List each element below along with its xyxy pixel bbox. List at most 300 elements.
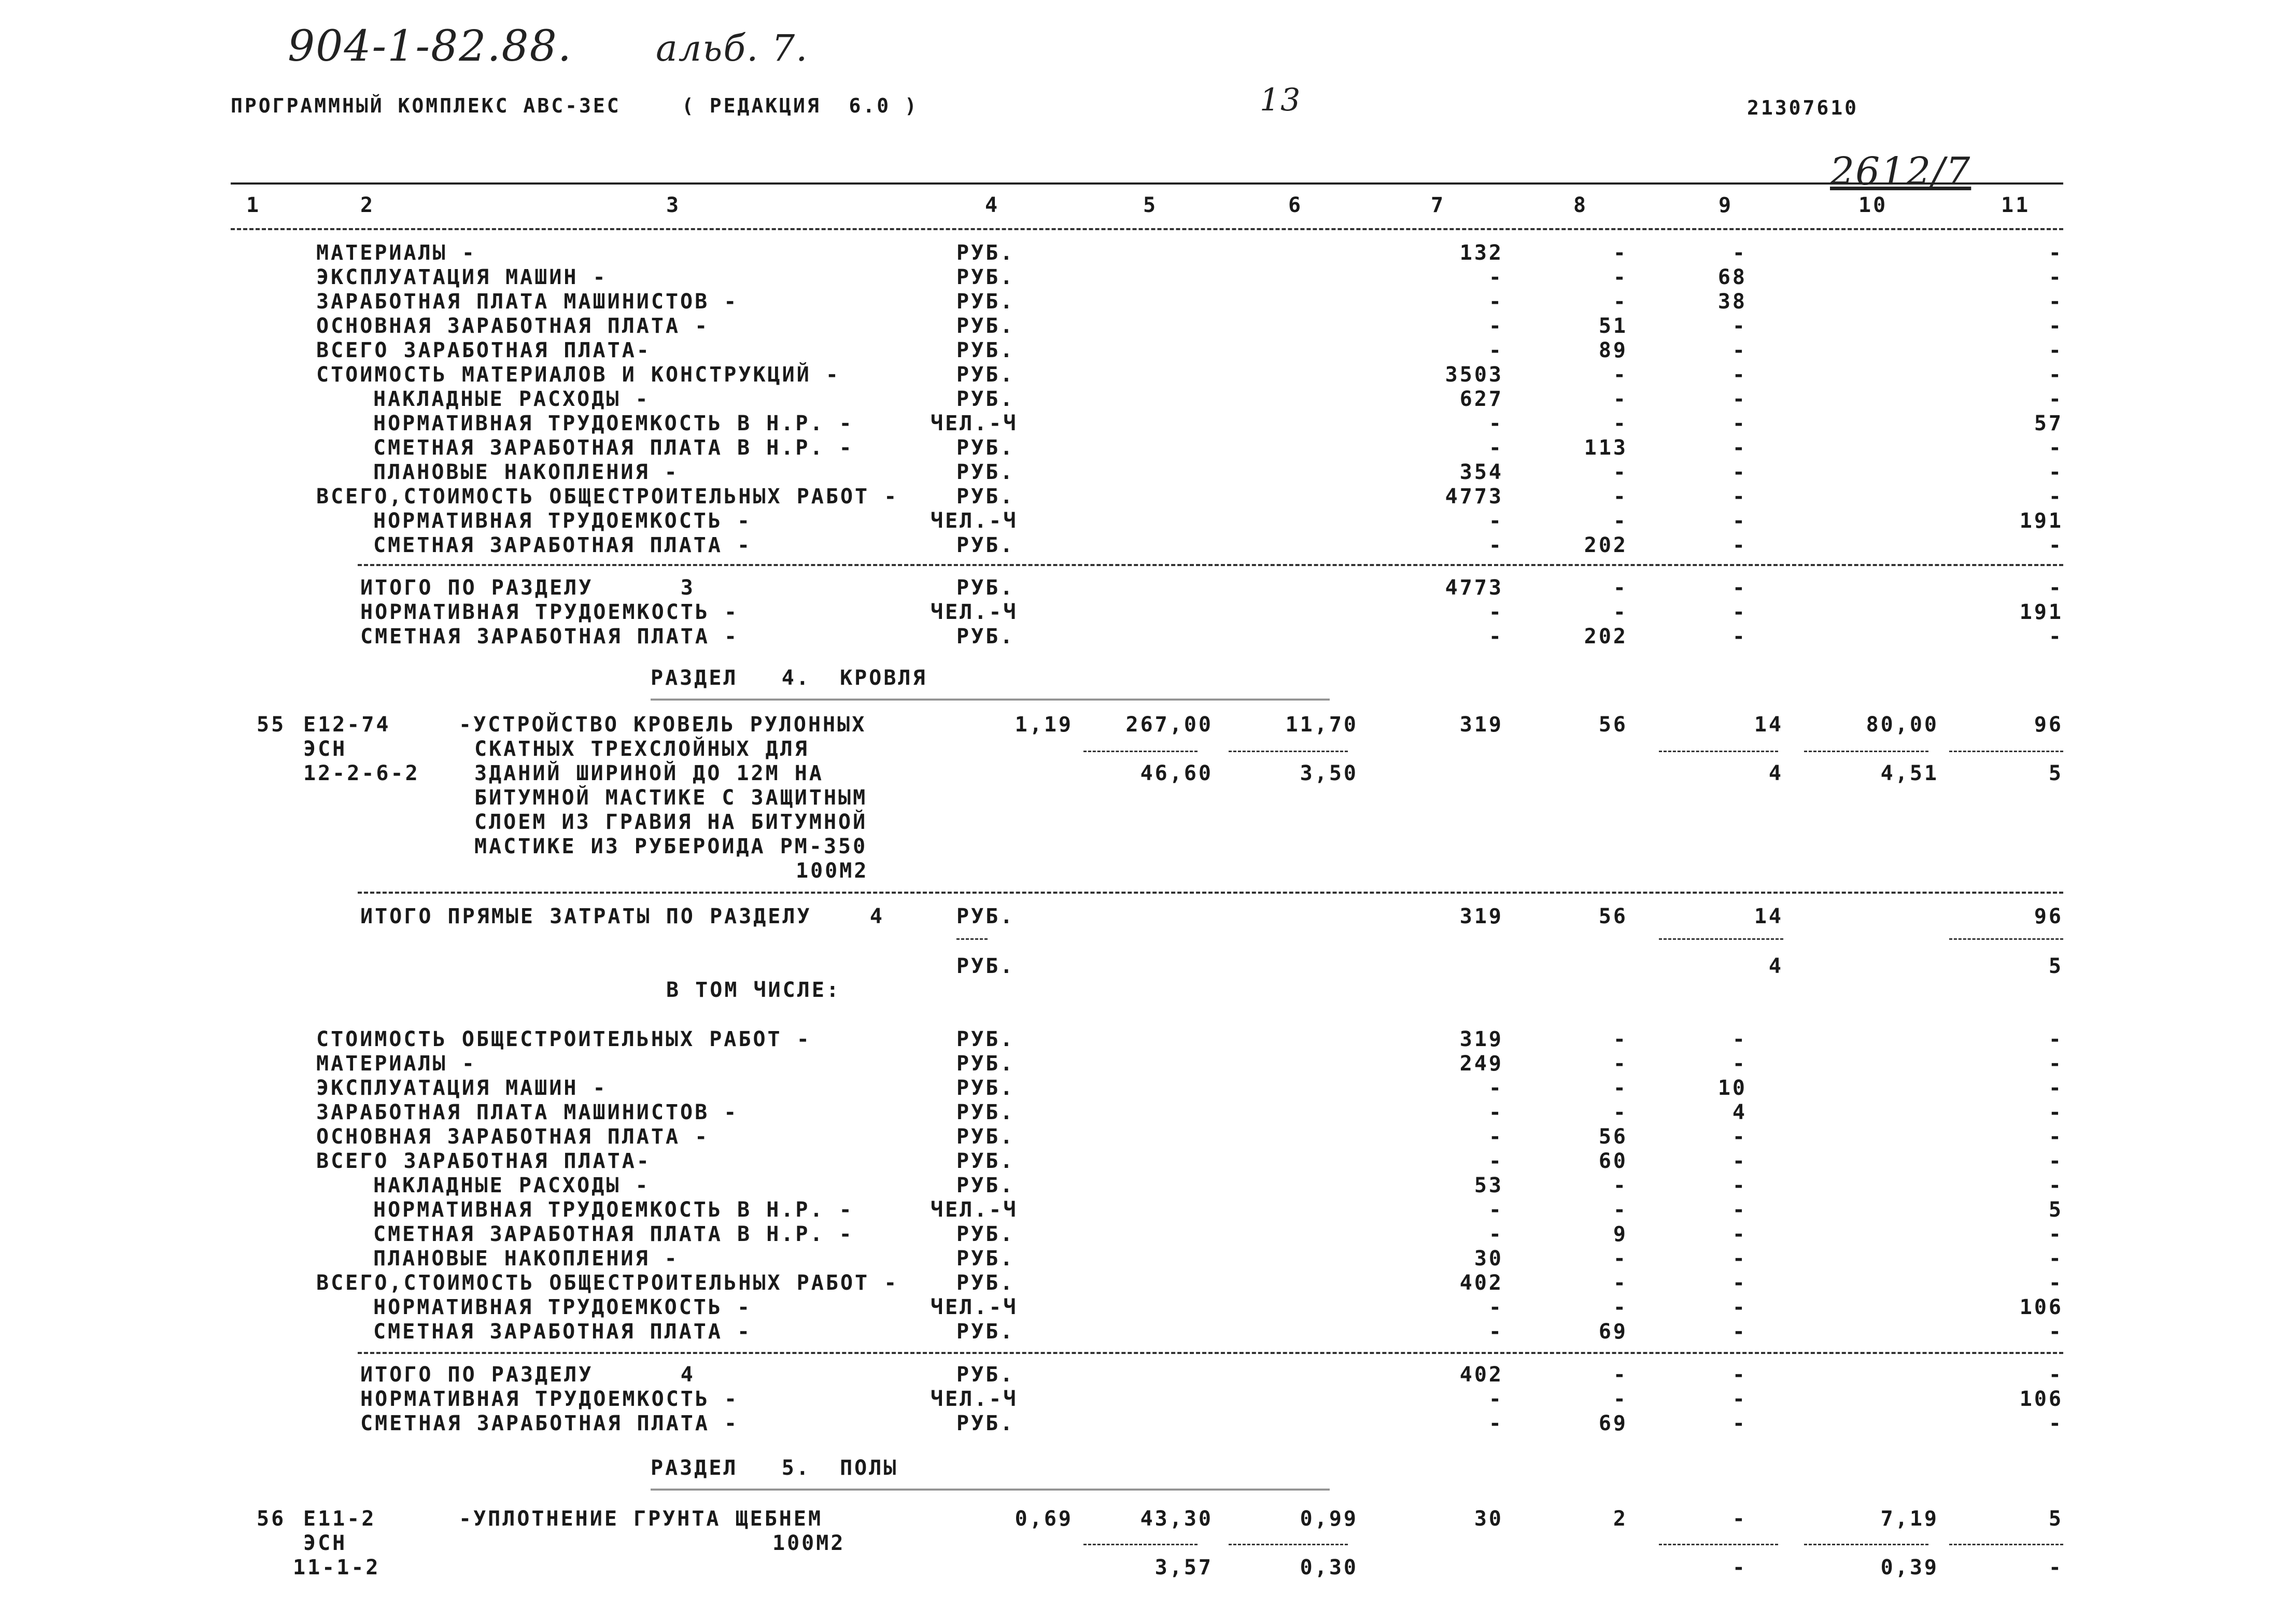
summary-label: ЭКСПЛУАТАЦИЯ МАШИН -: [316, 265, 608, 289]
summary-wage: -: [1613, 1052, 1628, 1076]
section4-title: РАЗДЕЛ 4. КРОВЛЯ: [651, 666, 927, 690]
item-unit-machine: 11,70: [1285, 713, 1358, 737]
summary-machine: -: [1732, 1271, 1747, 1295]
summary-wage: -: [1613, 1027, 1628, 1051]
summary-machine: -: [1732, 363, 1747, 387]
summary-row: [0, 266, 2296, 290]
item-unit-machinist: 3,50: [1300, 761, 1358, 785]
program-title: ПРОГРАММНЫЙ КОМПЛЕКС АВС-ЗЕС: [231, 94, 621, 117]
summary-row: [0, 388, 2296, 412]
summary-label: ВСЕГО ЗАРАБОТНАЯ ПЛАТА-: [316, 1149, 651, 1173]
summary-machine: -: [1732, 1363, 1747, 1387]
direct-split-rule: [1659, 938, 1783, 940]
summary-unit: РУБ.: [956, 1149, 1015, 1173]
summary-machine: -: [1732, 387, 1747, 411]
direct-total-c9: 14: [1754, 905, 1783, 928]
summary-machine: -: [1732, 1387, 1747, 1411]
summary-row: [0, 339, 2296, 363]
summary-machine: 10: [1717, 1076, 1747, 1100]
summary-unit: РУБ.: [956, 1222, 1015, 1246]
item-desc-line: -УПЛОТНЕНИЕ ГРУНТА ЩЕБНЕМ: [459, 1507, 823, 1531]
col-header-5: 5: [1143, 193, 1158, 217]
item-split-rule: [1804, 751, 1928, 752]
summary-row: [0, 1174, 2296, 1198]
summary-labor: -: [2048, 1076, 2063, 1100]
col-header-2: 2: [360, 193, 375, 217]
direct-total-c8: 56: [1598, 905, 1628, 928]
summary-row: [0, 485, 2296, 509]
item-quantity: 1,19: [1015, 713, 1073, 737]
item-code-line: ЭСН: [303, 1531, 347, 1555]
summary-row: [0, 1101, 2296, 1125]
summary-unit: РУБ.: [956, 1271, 1015, 1295]
summary-wage: -: [1613, 290, 1628, 314]
item-desc-line: МАСТИКЕ ИЗ РУБЕРОИДА РМ-350: [474, 835, 868, 858]
summary-label: МАТЕРИАЛЫ -: [316, 1052, 476, 1076]
summary-row: [0, 1077, 2296, 1101]
summary-cost: -: [1488, 1149, 1503, 1173]
summary-machine: -: [1732, 485, 1747, 509]
summary-row: [0, 1272, 2296, 1295]
summary-unit: РУБ.: [956, 1320, 1015, 1344]
summary-row: [0, 625, 2296, 649]
summary-labor: -: [2048, 1174, 2063, 1197]
summary-machine: -: [1732, 1125, 1747, 1149]
summary-wage: 56: [1598, 1125, 1628, 1149]
summary-label: СМЕТНАЯ ЗАРАБОТНАЯ ПЛАТА -: [360, 1412, 739, 1435]
summary-wage: 89: [1598, 338, 1628, 362]
item-split-rule: [1229, 1544, 1348, 1545]
summary-label: ИТОГО ПО РАЗДЕЛУ 3: [360, 576, 695, 600]
summary-label: ВСЕГО,СТОИМОСТЬ ОБЩЕСТРОИТЕЛЬНЫХ РАБОТ -: [316, 485, 899, 509]
summary-unit: РУБ.: [956, 485, 1015, 509]
section5-title: РАЗДЕЛ 5. ПОЛЫ: [651, 1456, 898, 1480]
col-header-8: 8: [1573, 193, 1588, 217]
summary-unit: РУБ.: [956, 1412, 1015, 1435]
summary-wage: -: [1613, 1101, 1628, 1124]
summary-machine: -: [1732, 1149, 1747, 1173]
summary-row: [0, 576, 2296, 600]
summary-label: НОРМАТИВНАЯ ТРУДОЕМКОСТЬ В Н.Р. -: [373, 1198, 854, 1222]
summary-cost: 402: [1459, 1271, 1503, 1295]
summary-label: НАКЛАДНЫЕ РАСХОДЫ -: [373, 1174, 650, 1197]
summary-wage: 202: [1584, 625, 1628, 648]
col-header-6: 6: [1288, 193, 1303, 217]
summary-unit: РУБ.: [956, 338, 1015, 362]
summary-machine: -: [1732, 625, 1747, 648]
summary-cost: -: [1488, 1198, 1503, 1222]
summary-label: НОРМАТИВНАЯ ТРУДОЕМКОСТЬ -: [360, 1387, 739, 1411]
summary-wage: -: [1613, 460, 1628, 484]
summary-unit: ЧЕЛ.-Ч: [931, 1295, 1018, 1319]
summary-row: [0, 1223, 2296, 1247]
item-number: 56: [257, 1507, 286, 1531]
summary-label: НОРМАТИВНАЯ ТРУДОЕМКОСТЬ -: [360, 600, 739, 624]
summary-machine: -: [1732, 460, 1747, 484]
item-total-wage: 2: [1613, 1507, 1628, 1531]
item-split-rule: [1229, 751, 1348, 752]
summary-wage: -: [1613, 1387, 1628, 1411]
summary-unit: РУБ.: [956, 363, 1015, 387]
summary-labor: -: [2048, 338, 2063, 362]
summary-label: ЭКСПЛУАТАЦИЯ МАШИН -: [316, 1076, 608, 1100]
summary-wage: -: [1613, 600, 1628, 624]
summary-cost: -: [1488, 1387, 1503, 1411]
summary-cost: -: [1488, 314, 1503, 338]
summary-row: [0, 1198, 2296, 1222]
summary-label: СМЕТНАЯ ЗАРАБОТНАЯ ПЛАТА -: [360, 625, 739, 648]
header-top-rule: [231, 182, 2063, 185]
summary-wage: -: [1613, 387, 1628, 411]
section3-total-rule: [358, 564, 2063, 566]
summary-wage: -: [1613, 1363, 1628, 1387]
item-unit-machinist: 0,30: [1300, 1556, 1358, 1579]
summary-unit: РУБ.: [956, 1174, 1015, 1197]
summary-cost: -: [1488, 600, 1503, 624]
item-labor-total-2: -: [2048, 1556, 2063, 1579]
summary-cost: 4773: [1445, 576, 1503, 600]
summary-labor: -: [2048, 1412, 2063, 1435]
summary-label: СТОИМОСТЬ МАТЕРИАЛОВ И КОНСТРУКЦИЙ -: [316, 363, 840, 387]
summary-label: МАТЕРИАЛЫ -: [316, 241, 476, 265]
summary-cost: 627: [1459, 387, 1503, 411]
summary-wage: -: [1613, 241, 1628, 265]
summary-row: [0, 1388, 2296, 1412]
summary-wage: 202: [1584, 533, 1628, 557]
section4-direct-rule: [358, 892, 2063, 894]
summary-machine: -: [1732, 314, 1747, 338]
summary-labor: -: [2048, 1247, 2063, 1271]
item-unit-cost: 267,00: [1125, 713, 1213, 737]
summary-cost: -: [1488, 1412, 1503, 1435]
direct-total-c7: 319: [1459, 905, 1503, 928]
summary-row: [0, 1052, 2296, 1076]
summary-unit: РУБ.: [956, 290, 1015, 314]
summary-labor: -: [2048, 290, 2063, 314]
summary-labor: -: [2048, 1222, 2063, 1246]
column-header-row: [0, 194, 2296, 218]
summary-labor: -: [2048, 363, 2063, 387]
summary-cost: -: [1488, 1295, 1503, 1319]
item-labor-total: 5: [2048, 1507, 2063, 1531]
summary-wage: -: [1613, 509, 1628, 533]
section4-total-rule: [358, 1352, 2063, 1354]
summary-labor: -: [2048, 436, 2063, 460]
summary-wage: 69: [1598, 1320, 1628, 1344]
summary-unit: ЧЕЛ.-Ч: [931, 412, 1018, 435]
summary-wage: 51: [1598, 314, 1628, 338]
summary-wage: -: [1613, 1247, 1628, 1271]
summary-cost: 53: [1474, 1174, 1503, 1197]
summary-cost: -: [1488, 412, 1503, 435]
summary-machine: -: [1732, 1052, 1747, 1076]
summary-label: ЗАРАБОТНАЯ ПЛАТА МАШИНИСТОВ -: [316, 290, 739, 314]
summary-cost: 132: [1459, 241, 1503, 265]
summary-machine: -: [1732, 436, 1747, 460]
summary-label: НОРМАТИВНАЯ ТРУДОЕМКОСТЬ В Н.Р. -: [373, 412, 854, 435]
direct-total-c9b: 4: [1768, 954, 1783, 978]
summary-row: [0, 1247, 2296, 1271]
summary-wage: 113: [1584, 436, 1628, 460]
summary-label: ИТОГО ПО РАЗДЕЛУ 4: [360, 1363, 695, 1387]
summary-labor: 191: [2019, 509, 2063, 533]
summary-unit: РУБ.: [956, 1052, 1015, 1076]
direct-total-unit: РУБ.: [956, 905, 1015, 928]
item-split-rule: [1659, 1544, 1778, 1545]
summary-row: [0, 436, 2296, 460]
summary-row: [0, 1150, 2296, 1174]
summary-labor: 57: [2034, 412, 2063, 435]
item-total-machinist: -: [1732, 1556, 1747, 1579]
summary-cost: -: [1488, 509, 1503, 533]
item-total-wage: 56: [1598, 713, 1628, 737]
summary-label: СМЕТНАЯ ЗАРАБОТНАЯ ПЛАТА В Н.Р. -: [373, 436, 854, 460]
summary-row: [0, 363, 2296, 387]
summary-cost: 30: [1474, 1247, 1503, 1271]
page-number: 13: [1260, 82, 1302, 118]
summary-unit: РУБ.: [956, 1076, 1015, 1100]
summary-wage: 9: [1613, 1222, 1628, 1246]
summary-cost: -: [1488, 1222, 1503, 1246]
summary-labor: 106: [2019, 1387, 2063, 1411]
summary-unit: ЧЕЛ.-Ч: [931, 509, 1018, 533]
summary-cost: -: [1488, 533, 1503, 557]
summary-machine: -: [1732, 533, 1747, 557]
summary-labor: -: [2048, 1363, 2063, 1387]
summary-machine: -: [1732, 600, 1747, 624]
summary-row: [0, 461, 2296, 485]
summary-machine: -: [1732, 1295, 1747, 1319]
summary-label: ОСНОВНАЯ ЗАРАБОТНАЯ ПЛАТА -: [316, 314, 710, 338]
archive-stamp: 2612/7: [1830, 149, 1971, 194]
summary-wage: -: [1613, 1198, 1628, 1222]
summary-unit: РУБ.: [956, 460, 1015, 484]
summary-label: СТОИМОСТЬ ОБЩЕСТРОИТЕЛЬНЫХ РАБОТ -: [316, 1027, 811, 1051]
summary-unit: РУБ.: [956, 1101, 1015, 1124]
item-labor-unit-2: 4,51: [1880, 761, 1939, 785]
summary-machine: -: [1732, 1320, 1747, 1344]
edition-label: ( РЕДАКЦИЯ 6.0 ): [682, 94, 919, 117]
summary-labor: -: [2048, 1052, 2063, 1076]
summary-unit: ЧЕЛ.-Ч: [931, 1198, 1018, 1222]
summary-label: ПЛАНОВЫЕ НАКОПЛЕНИЯ -: [373, 460, 679, 484]
summary-labor: 191: [2019, 600, 2063, 624]
summary-machine: 4: [1732, 1101, 1747, 1124]
document-id: 21307610: [1747, 96, 1859, 119]
summary-cost: -: [1488, 436, 1503, 460]
item-unit-machine: 0,99: [1300, 1507, 1358, 1531]
summary-unit: РУБ.: [956, 1125, 1015, 1149]
item-total-machine: -: [1732, 1507, 1747, 1531]
summary-wage: -: [1613, 576, 1628, 600]
summary-wage: -: [1613, 1076, 1628, 1100]
direct-total-unit-2: РУБ.: [956, 954, 1015, 978]
item-unit-cost: 43,30: [1140, 1507, 1213, 1531]
summary-row: [0, 412, 2296, 436]
summary-row: [0, 1125, 2296, 1149]
item-split-rule: [1659, 751, 1778, 752]
summary-unit: РУБ.: [956, 533, 1015, 557]
summary-cost: 249: [1459, 1052, 1503, 1076]
summary-label: СМЕТНАЯ ЗАРАБОТНАЯ ПЛАТА -: [373, 533, 752, 557]
summary-label: СМЕТНАЯ ЗАРАБОТНАЯ ПЛАТА В Н.Р. -: [373, 1222, 854, 1246]
summary-unit: РУБ.: [956, 1027, 1015, 1051]
col-header-7: 7: [1431, 193, 1446, 217]
summary-label: НОРМАТИВНАЯ ТРУДОЕМКОСТЬ -: [373, 1295, 752, 1319]
direct-split-rule: [956, 938, 988, 940]
summary-machine: -: [1732, 1412, 1747, 1435]
col-header-1: 1: [246, 193, 261, 217]
direct-total-label: ИТОГО ПРЯМЫЕ ЗАТРАТЫ ПО РАЗДЕЛУ 4: [360, 905, 884, 928]
col-header-11: 11: [2001, 193, 2031, 217]
col-header-10: 10: [1858, 193, 1888, 217]
summary-unit: РУБ.: [956, 576, 1015, 600]
summary-machine: -: [1732, 509, 1747, 533]
item-total-machinist: 4: [1768, 761, 1783, 785]
summary-unit: РУБ.: [956, 387, 1015, 411]
summary-wage: -: [1613, 363, 1628, 387]
item-desc-unit: 100М2: [772, 1531, 846, 1555]
summary-cost: 319: [1459, 1027, 1503, 1051]
section4-title-rule: [651, 699, 1330, 703]
summary-unit: РУБ.: [956, 436, 1015, 460]
summary-unit: ЧЕЛ.-Ч: [931, 1387, 1018, 1411]
summary-cost: 354: [1459, 460, 1503, 484]
summary-cost: 3503: [1445, 363, 1503, 387]
summary-labor: -: [2048, 625, 2063, 648]
doc-code: 904-1-82.88.: [288, 22, 572, 71]
summary-cost: -: [1488, 265, 1503, 289]
direct-total-c11: 96: [2034, 905, 2063, 928]
summary-unit: РУБ.: [956, 265, 1015, 289]
summary-wage: -: [1613, 1271, 1628, 1295]
item-desc-unit: 100М2: [796, 859, 869, 883]
summary-labor: -: [2048, 314, 2063, 338]
summary-cost: -: [1488, 1320, 1503, 1344]
summary-machine: -: [1732, 1222, 1747, 1246]
summary-labor: -: [2048, 1125, 2063, 1149]
col-header-3: 3: [666, 193, 681, 217]
item-labor-unit: 7,19: [1880, 1507, 1939, 1531]
including-label: В ТОМ ЧИСЛЕ:: [666, 978, 841, 1002]
summary-cost: -: [1488, 290, 1503, 314]
summary-row: [0, 601, 2296, 625]
summary-labor: -: [2048, 1271, 2063, 1295]
summary-row: [0, 1320, 2296, 1344]
summary-machine: -: [1732, 412, 1747, 435]
summary-machine: -: [1732, 1247, 1747, 1271]
summary-row: [0, 242, 2296, 265]
summary-unit: РУБ.: [956, 1247, 1015, 1271]
item-desc-line: ЗДАНИЙ ШИРИНОЙ ДО 12М НА: [474, 761, 824, 785]
summary-unit: РУБ.: [956, 314, 1015, 338]
item-labor-unit-2: 0,39: [1880, 1556, 1939, 1579]
summary-wage: -: [1613, 485, 1628, 509]
summary-cost: -: [1488, 1125, 1503, 1149]
summary-row: [0, 1028, 2296, 1052]
item-number: 55: [257, 713, 286, 737]
item-desc-line: СЛОЕМ ИЗ ГРАВИЯ НА БИТУМНОЙ: [474, 810, 868, 834]
item-code-line: 11-1-2: [293, 1556, 381, 1579]
item-code-line: Е12-74: [303, 713, 391, 737]
summary-row: [0, 1363, 2296, 1387]
summary-label: ЗАРАБОТНАЯ ПЛАТА МАШИНИСТОВ -: [316, 1101, 739, 1124]
item-split-rule: [1949, 751, 2063, 752]
summary-machine: -: [1732, 1198, 1747, 1222]
item-desc-line: -УСТРОЙСТВО КРОВЕЛЬ РУЛОННЫХ: [459, 713, 867, 737]
summary-label: СМЕТНАЯ ЗАРАБОТНАЯ ПЛАТА -: [373, 1320, 752, 1344]
item-quantity: 0,69: [1015, 1507, 1073, 1531]
summary-row: [0, 1296, 2296, 1320]
summary-unit: РУБ.: [956, 241, 1015, 265]
summary-cost: -: [1488, 1101, 1503, 1124]
summary-machine: -: [1732, 1027, 1747, 1051]
summary-row: [0, 290, 2296, 314]
summary-wage: -: [1613, 265, 1628, 289]
summary-unit: ЧЕЛ.-Ч: [931, 600, 1018, 624]
item-code-line: Е11-2: [303, 1507, 376, 1531]
summary-row: [0, 534, 2296, 558]
summary-wage: 69: [1598, 1412, 1628, 1435]
summary-unit: РУБ.: [956, 625, 1015, 648]
summary-wage: -: [1613, 1174, 1628, 1197]
summary-labor: -: [2048, 1149, 2063, 1173]
summary-labor: -: [2048, 1027, 2063, 1051]
summary-wage: -: [1613, 1295, 1628, 1319]
summary-labor: -: [2048, 265, 2063, 289]
summary-cost: -: [1488, 338, 1503, 362]
item-desc-line: БИТУМНОЙ МАСТИКЕ С ЗАЩИТНЫМ: [474, 786, 868, 810]
summary-machine: 38: [1717, 290, 1747, 314]
summary-labor: 106: [2019, 1295, 2063, 1319]
summary-labor: -: [2048, 1101, 2063, 1124]
summary-machine: -: [1732, 241, 1747, 265]
summary-label: НАКЛАДНЫЕ РАСХОДЫ -: [373, 387, 650, 411]
summary-labor: -: [2048, 460, 2063, 484]
summary-unit: РУБ.: [956, 1363, 1015, 1387]
summary-row: [0, 315, 2296, 338]
item-split-rule: [1083, 751, 1198, 752]
item-split-rule: [1949, 1544, 2063, 1545]
summary-row: [0, 1412, 2296, 1436]
summary-cost: -: [1488, 625, 1503, 648]
summary-wage: 60: [1598, 1149, 1628, 1173]
summary-machine: -: [1732, 1174, 1747, 1197]
summary-labor: -: [2048, 485, 2063, 509]
summary-label: ВСЕГО,СТОИМОСТЬ ОБЩЕСТРОИТЕЛЬНЫХ РАБОТ -: [316, 1271, 899, 1295]
summary-cost: -: [1488, 1076, 1503, 1100]
item-unit-wage: 3,57: [1154, 1556, 1213, 1579]
album-label: альб. 7.: [656, 27, 809, 69]
direct-split-rule: [1949, 938, 2063, 940]
item-code-line: 12-2-6-2: [303, 761, 420, 785]
col-header-4: 4: [985, 193, 1000, 217]
summary-labor: -: [2048, 387, 2063, 411]
section5-title-rule: [651, 1489, 1330, 1493]
summary-labor: -: [2048, 533, 2063, 557]
direct-total-c11b: 5: [2048, 954, 2063, 978]
item-split-rule: [1804, 1544, 1928, 1545]
summary-label: ОСНОВНАЯ ЗАРАБОТНАЯ ПЛАТА -: [316, 1125, 710, 1149]
header-bottom-rule: [231, 228, 2063, 230]
item-total-cost: 319: [1459, 713, 1503, 737]
item-labor-total-2: 5: [2048, 761, 2063, 785]
summary-label: ВСЕГО ЗАРАБОТНАЯ ПЛАТА-: [316, 338, 651, 362]
summary-cost: 402: [1459, 1363, 1503, 1387]
summary-machine: 68: [1717, 265, 1747, 289]
summary-labor: -: [2048, 1320, 2063, 1344]
summary-cost: 4773: [1445, 485, 1503, 509]
